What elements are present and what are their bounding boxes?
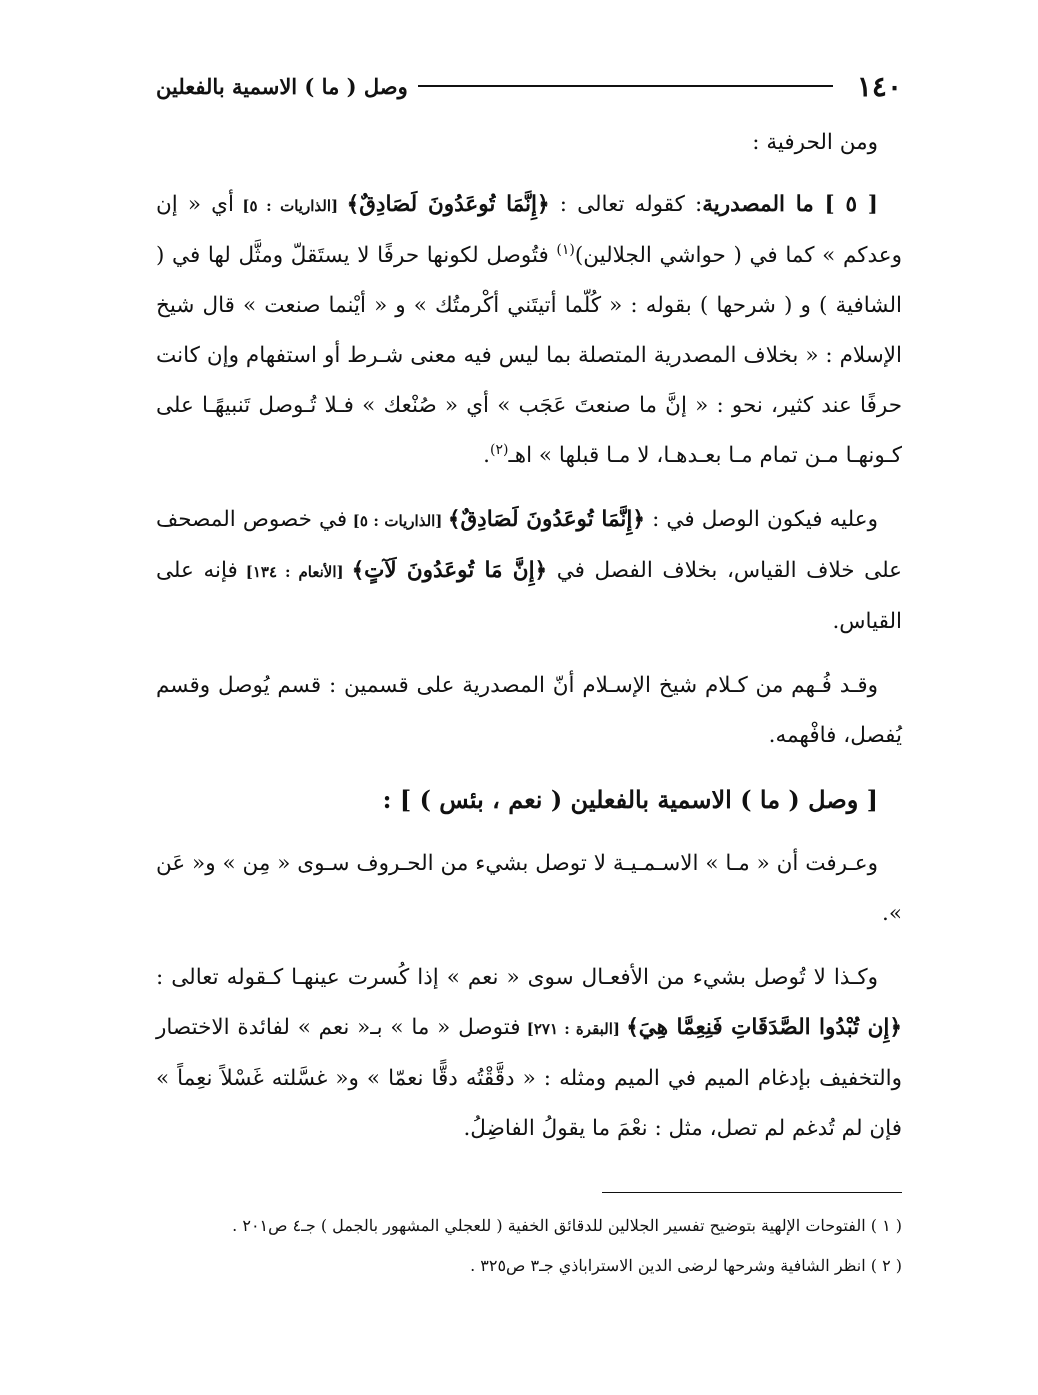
footnote-2: ( ٢ ) انظر الشافية وشرحها لرضى الدين الاستراباذي جـ٣ ص٣٢٥ . xyxy=(470,1256,902,1275)
text-run: فتوصل « ما » بـ« نعم » لفائدة الاختصار والتخفيف بإدغام الميم في الميم ومثله : « دقَّقْتُه دقًّا نعمّا » و« غسَّلته غَسْلاً نعِماً » فإن لم تُدغم لم تصل، مثل : نعْمَ ما يقولُ الفاضِلُ. xyxy=(156,1015,902,1141)
verse-reference: [الأنعام : ١٣٤] xyxy=(237,563,352,581)
footnote-divider xyxy=(602,1192,902,1193)
paragraph-division: وقـد فُـهم من كـلام شيخ الإسـلام أنّ المصدرية على قسمين : قسم يُوصل وقسم يُفصل، فافْهمه. xyxy=(156,673,902,748)
text-run: في خصوص المصحف على خلاف القياس، بخلاف الفصل في xyxy=(156,507,903,583)
quran-verse: ﴿إِن تُبْدُوا الصَّدَقَاتِ فَنِعِمَّا هِيَ﴾ xyxy=(626,1015,902,1040)
quran-verse: ﴿إِنَّمَا تُوعَدُونَ لَصَادِقٌ﴾ xyxy=(346,192,550,217)
paragraph-wasl xyxy=(156,495,902,647)
quran-verse: ﴿إِنَّمَا تُوعَدُونَ لَصَادِقٌ﴾ xyxy=(447,507,645,532)
text-run: فإنه على القياس. xyxy=(156,558,902,634)
section-heading: [ وصل ( ما ) الاسمية بالفعلين ( نعم ، بئس ) ] : xyxy=(382,785,878,814)
verse-reference: [البقرة : ٢٧١] xyxy=(520,1020,627,1038)
footnote-marker: (١) xyxy=(556,241,575,258)
text-run: أي « إن وعدكم » كما في ( حواشي الجلالين) xyxy=(156,192,902,268)
text-run: فتُوصل لكونها حرفًا لا يستَقلّ ومثَّل لها في ( الشافية ) و ( شرحها ) بقوله : « كُلّما أتيتَني أكْرمتُك » و « أيْنما صنعت » قال شيخ الإسلام : « بخلاف المصدرية المتصلة بما ليس فيه معنى شـرط أو استفهام وإن كانت حرفًا عند كثير، نحو : « إنَّ ما صنعتَ عَجَب » أي « صُنْعك » فـلا تُـوصل تَنبيهًـا على كـونهـا مـن تمام مـا بعـدهـا، لا مـا قبلها » اهـ xyxy=(156,243,902,468)
main-text xyxy=(156,118,902,1168)
paragraph-huruf: وعـرفت أن « مـا » الاسـمـيـة لا توصل بشيء من الحـروف سـوى « مِن » و« عَن ». xyxy=(156,851,902,926)
verse-reference: [الذاريات : ٥] xyxy=(233,197,347,215)
footnote-marker: (٢) xyxy=(490,441,509,458)
text-run: . xyxy=(483,443,490,468)
header-rule xyxy=(418,85,833,87)
text-run: وعليه فيكون الوصل في : xyxy=(644,507,879,532)
running-header xyxy=(156,66,902,106)
quran-verse: ﴿إِنَّ مَا تُوعَدُونَ لَآتٍ﴾ xyxy=(351,558,548,583)
paragraph-masdariya xyxy=(156,180,902,481)
paragraph-intro: ومن الحرفية : xyxy=(752,130,878,155)
footnotes xyxy=(156,1208,902,1288)
paragraph-afaal xyxy=(156,953,902,1154)
footnote-1: ( ١ ) الفتوحات الإلهية بتوضيح تفسير الجلالين للدقائق الخفية ( للعجلي المشهور بالجمل ) جـ٤ ص٢٠١ . xyxy=(232,1216,902,1235)
text-run: : كقوله تعالى : xyxy=(549,192,703,217)
verse-reference: [الذاريات : ٥] xyxy=(347,512,448,530)
page-number: ١٤٠ xyxy=(856,69,902,103)
section-label: [ ٥ ] ما المصدرية xyxy=(702,192,878,217)
text-run: وكـذا لا تُوصل بشيء من الأفعـال سوى « نعم » إذا كُسرت عينهـا كـقوله تعالى : xyxy=(156,965,878,990)
running-title: وصل ( ما ) الاسمية بالفعلين xyxy=(156,73,408,99)
